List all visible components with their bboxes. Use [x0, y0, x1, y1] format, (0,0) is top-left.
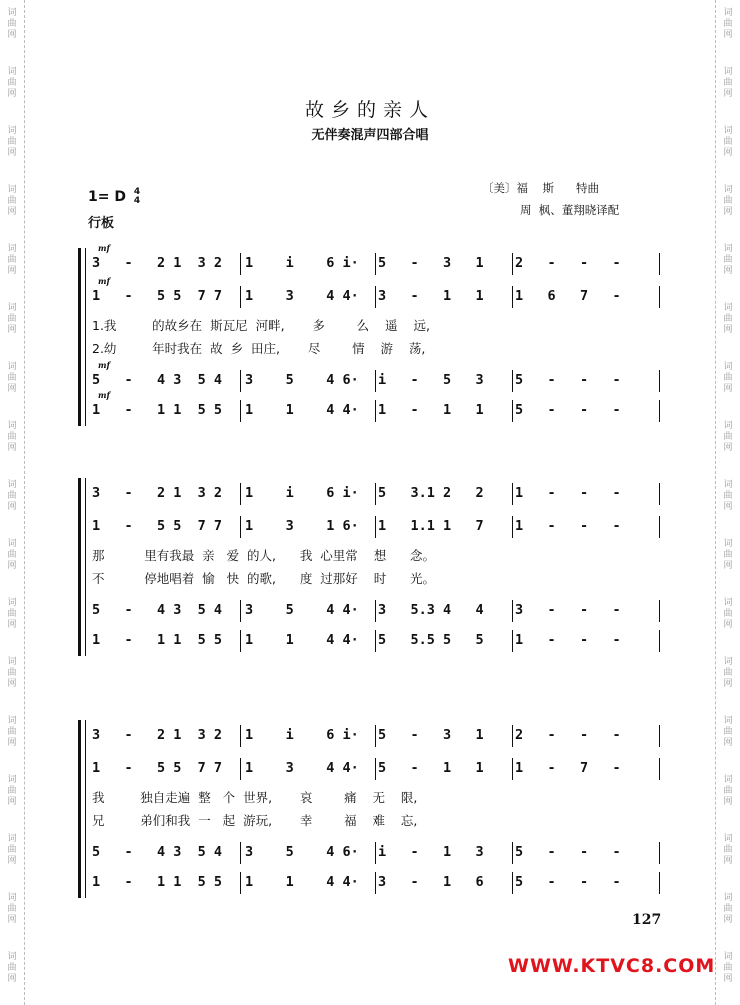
measure-notes: 1 - - - — [515, 518, 621, 534]
watermark-text: 词 曲 网 — [7, 775, 17, 807]
measure-notes: 1 1.1 1 7 — [378, 518, 484, 534]
watermark-text: 词 曲 网 — [723, 657, 733, 689]
measure-notes: 3 - 1 1 — [378, 288, 484, 304]
dynamic-marking: mf — [98, 360, 110, 370]
measure-notes: 1 - 1 1 5 5 — [92, 402, 223, 418]
lyric-line: 我 独自走遍 整 个 世界, 哀 痛 无 限, — [92, 790, 418, 805]
bar-line — [375, 600, 376, 622]
watermark-text: 词 曲 网 — [7, 716, 17, 748]
measure-notes: 5 3.1 2 2 — [378, 485, 484, 501]
watermark-text: 词 曲 网 — [7, 126, 17, 158]
system-bracket-thin — [85, 248, 86, 426]
measure-notes: 5 - - - — [515, 874, 621, 890]
measure-notes: 1 6 7 - — [515, 288, 621, 304]
measure-notes: 5 - 4 3 5 4 — [92, 372, 223, 388]
watermark-text: 词 曲 网 — [7, 657, 17, 689]
watermark-text: 词 曲 网 — [723, 126, 733, 158]
measure-notes: i - 5 3 — [378, 372, 484, 388]
measure-notes: 3 5.3 4 4 — [378, 602, 484, 618]
watermark-text: 词 曲 网 — [7, 893, 17, 925]
watermark-text: 词 曲 网 — [723, 539, 733, 571]
bar-line — [240, 370, 241, 392]
watermark-text: 词 曲 网 — [723, 893, 733, 925]
watermark-text: 词 曲 网 — [723, 775, 733, 807]
watermark-text: 词 曲 网 — [723, 716, 733, 748]
left-watermark-strip — [0, 0, 25, 1005]
measure-notes: 3 - 2 1 3 2 — [92, 727, 223, 743]
dynamic-marking: mf — [98, 276, 110, 286]
system-bracket — [78, 248, 85, 426]
bar-line — [240, 253, 241, 275]
lyric-line: 1.我 的故乡在 斯瓦尼 河畔, 多 么 遥 远, — [92, 318, 430, 333]
measure-notes: 1 - 5 5 7 7 — [92, 288, 223, 304]
measure-notes: 3 5 4 6· — [245, 844, 359, 860]
lyric-line: 兄 弟们和我 一 起 游玩, 幸 福 难 忘, — [92, 813, 418, 828]
bar-line — [240, 483, 241, 505]
bar-line — [375, 286, 376, 308]
song-title: 故乡的亲人 — [304, 99, 435, 121]
bar-line — [375, 400, 376, 422]
watermark-text: 词 曲 网 — [7, 244, 17, 276]
measure-notes: 1 i 6 i· — [245, 485, 359, 501]
bar-line — [375, 758, 376, 780]
bar-line — [659, 370, 660, 392]
measure-notes: 2 - - - — [515, 727, 621, 743]
bar-line — [240, 400, 241, 422]
bar-line — [512, 483, 513, 505]
watermark-text: 词 曲 网 — [723, 303, 733, 335]
measure-notes: 2 - - - — [515, 255, 621, 271]
measure-notes: 5 - 3 1 — [378, 727, 484, 743]
key-signature — [88, 188, 140, 206]
bar-line — [659, 286, 660, 308]
measure-notes: 3 - 1 6 — [378, 874, 484, 890]
bar-line — [659, 516, 660, 538]
measure-notes: 5 - 3 1 — [378, 255, 484, 271]
bar-line — [375, 253, 376, 275]
measure-notes: 3 5 4 6· — [245, 372, 359, 388]
bar-line — [375, 370, 376, 392]
system-bracket — [78, 720, 85, 898]
key-label: 1= D — [88, 189, 126, 205]
bar-line — [512, 253, 513, 275]
measure-notes: 5 - - - — [515, 402, 621, 418]
watermark-text: 词 曲 网 — [723, 480, 733, 512]
bar-line — [659, 872, 660, 894]
bar-line — [240, 758, 241, 780]
watermark-text: 词 曲 网 — [7, 539, 17, 571]
translator-credit: 周 枫、董翔晓译配 — [520, 203, 620, 217]
watermark-text: 词 曲 网 — [7, 8, 17, 40]
bar-line — [375, 483, 376, 505]
bar-line — [375, 872, 376, 894]
watermark-text: 词 曲 网 — [723, 185, 733, 217]
bar-line — [375, 725, 376, 747]
measure-notes: 1 - 5 5 7 7 — [92, 518, 223, 534]
measure-notes: 5 - - - — [515, 844, 621, 860]
bar-line — [512, 872, 513, 894]
bar-line — [512, 286, 513, 308]
watermark-text: 词 曲 网 — [7, 303, 17, 335]
measure-notes: 5 - 4 3 5 4 — [92, 602, 223, 618]
measure-notes: 1 3 4 4· — [245, 760, 359, 776]
watermark-text: 词 曲 网 — [723, 952, 733, 984]
bar-line — [375, 516, 376, 538]
measure-notes: 3 - 2 1 3 2 — [92, 485, 223, 501]
watermark-text: 词 曲 网 — [723, 421, 733, 453]
bar-line — [659, 483, 660, 505]
lyric-line: 不 停地唱着 愉 快 的歌, 度 过那好 时 光。 — [92, 571, 436, 586]
dynamic-marking: mf — [98, 243, 110, 253]
watermark-text: 词 曲 网 — [7, 598, 17, 630]
bar-line — [659, 842, 660, 864]
system-bracket-thin — [85, 478, 86, 656]
bar-line — [240, 842, 241, 864]
measure-notes: 3 - 2 1 3 2 — [92, 255, 223, 271]
site-logo: WWW.KTVC8.COM — [508, 955, 716, 977]
measure-notes: 3 5 4 4· — [245, 602, 359, 618]
system-bracket — [78, 478, 85, 656]
bar-line — [659, 630, 660, 652]
measure-notes: 1 3 4 4· — [245, 288, 359, 304]
measure-notes: 1 - 1 1 — [378, 402, 484, 418]
bar-line — [512, 725, 513, 747]
measure-notes: 1 3 1 6· — [245, 518, 359, 534]
watermark-text: 词 曲 网 — [7, 185, 17, 217]
bar-line — [512, 370, 513, 392]
watermark-text: 词 曲 网 — [723, 598, 733, 630]
bar-line — [512, 600, 513, 622]
measure-notes: 1 - 7 - — [515, 760, 621, 776]
page-number: 127 — [632, 912, 662, 928]
watermark-text: 词 曲 网 — [723, 834, 733, 866]
watermark-text: 词 曲 网 — [7, 362, 17, 394]
measure-notes: 1 1 4 4· — [245, 874, 359, 890]
bar-line — [240, 630, 241, 652]
measure-notes: 3 - - - — [515, 602, 621, 618]
time-signature: 4 4 — [133, 187, 141, 206]
measure-notes: 1 - - - — [515, 485, 621, 501]
measure-notes: i - 1 3 — [378, 844, 484, 860]
bar-line — [240, 872, 241, 894]
bar-line — [512, 400, 513, 422]
measure-notes: 5 - 4 3 5 4 — [92, 844, 223, 860]
bar-line — [512, 630, 513, 652]
measure-notes: 1 - 1 1 5 5 — [92, 632, 223, 648]
bar-line — [512, 516, 513, 538]
bar-line — [659, 725, 660, 747]
watermark-text: 词 曲 网 — [723, 362, 733, 394]
measure-notes: 5 5.5 5 5 — [378, 632, 484, 648]
measure-notes: 1 - - - — [515, 632, 621, 648]
watermark-text: 词 曲 网 — [7, 480, 17, 512]
right-watermark-strip — [715, 0, 740, 1005]
watermark-text: 词 曲 网 — [7, 67, 17, 99]
bar-line — [512, 842, 513, 864]
measure-notes: 1 - 5 5 7 7 — [92, 760, 223, 776]
measure-notes: 1 - 1 1 5 5 — [92, 874, 223, 890]
watermark-text: 词 曲 网 — [7, 834, 17, 866]
bar-line — [659, 400, 660, 422]
bar-line — [240, 286, 241, 308]
song-subtitle: 无伴奏混声四部合唱 — [311, 128, 429, 143]
measure-notes: 1 i 6 i· — [245, 255, 359, 271]
watermark-text: 词 曲 网 — [723, 8, 733, 40]
lyric-line: 2.幼 年时我在 故 乡 田庄, 尽 情 游 荡, — [92, 341, 426, 356]
measure-notes: 1 i 6 i· — [245, 727, 359, 743]
watermark-text: 词 曲 网 — [723, 67, 733, 99]
bar-line — [659, 600, 660, 622]
composer-credit: 〔美〕福 斯 特曲 — [482, 181, 600, 195]
measure-notes: 1 1 4 4· — [245, 632, 359, 648]
measure-notes: 5 - 1 1 — [378, 760, 484, 776]
system-bracket-thin — [85, 720, 86, 898]
bar-line — [659, 253, 660, 275]
tempo-marking: 行板 — [88, 216, 115, 231]
bar-line — [240, 600, 241, 622]
bar-line — [240, 516, 241, 538]
bar-line — [375, 630, 376, 652]
watermark-text: 词 曲 网 — [7, 952, 17, 984]
watermark-text: 词 曲 网 — [723, 244, 733, 276]
bar-line — [659, 758, 660, 780]
watermark-text: 词 曲 网 — [7, 421, 17, 453]
bar-line — [512, 758, 513, 780]
bar-line — [375, 842, 376, 864]
bar-line — [240, 725, 241, 747]
measure-notes: 5 - - - — [515, 372, 621, 388]
measure-notes: 1 1 4 4· — [245, 402, 359, 418]
dynamic-marking: mf — [98, 390, 110, 400]
lyric-line: 那 里有我最 亲 爱 的人, 我 心里常 想 念。 — [92, 548, 436, 563]
